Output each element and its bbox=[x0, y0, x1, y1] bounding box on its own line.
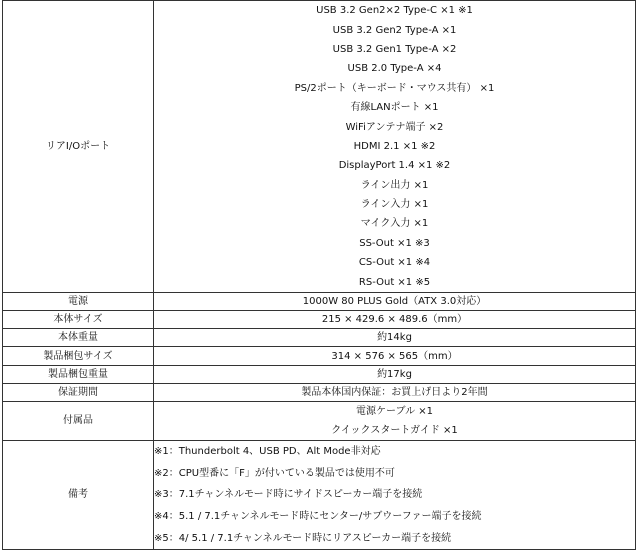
rear-io-item: PS/2ポート（キーボード・マウス共有） ×1 bbox=[294, 82, 495, 94]
body-size-value-text: 215 × 429.6 × 489.6（mm） bbox=[321, 314, 468, 326]
rear-io-item: HDMI 2.1 ×1 ※2 bbox=[353, 140, 436, 152]
rear-io-item: SS-Out ×1 ※3 bbox=[359, 237, 430, 249]
rear-io-item: USB 3.2 Gen2×2 Type-C ×1 ※1 bbox=[316, 5, 473, 17]
power-value-text: 1000W 80 PLUS Gold（ATX 3.0対応） bbox=[302, 295, 487, 307]
power-label bbox=[3, 292, 154, 310]
package-weight-value bbox=[154, 365, 636, 383]
package-size-label-text: 製品梱包サイズ bbox=[43, 350, 113, 362]
note-item: ※4：5.1 / 7.1チャンネルモード時にセンター/サブウーファー端子を接続 bbox=[154, 511, 482, 523]
body-size-value bbox=[154, 311, 636, 329]
warranty-label-text: 保証期間 bbox=[58, 386, 98, 398]
rear-io-item: USB 3.2 Gen2 Type-A ×1 bbox=[332, 24, 457, 36]
rear-io-item: USB 2.0 Type-A ×4 bbox=[347, 63, 442, 75]
notes-label: 備考 bbox=[3, 440, 154, 549]
warranty-row bbox=[3, 383, 636, 401]
package-size-value-text: 314 × 576 × 565（mm） bbox=[331, 350, 458, 362]
power-value bbox=[154, 292, 636, 310]
rear-io-item: WiFiアンテナ端子 ×2 bbox=[345, 121, 444, 133]
body-size-label-text: 本体サイズ bbox=[53, 314, 103, 326]
body-size-row bbox=[3, 311, 636, 329]
notes-row bbox=[3, 440, 636, 549]
warranty-label bbox=[3, 383, 154, 401]
note-item: ※5：4/ 5.1 / 7.1チャンネルモード時にリアスピーカー端子を接続 bbox=[154, 532, 452, 544]
body-weight-label bbox=[3, 329, 154, 347]
rear-io-values bbox=[154, 1, 636, 293]
package-size-row bbox=[3, 347, 636, 365]
rear-io-item: ライン出力 ×1 bbox=[360, 179, 429, 191]
package-weight-row bbox=[3, 365, 636, 383]
spec-table bbox=[2, 0, 636, 550]
rear-io-item: ライン入力 ×1 bbox=[360, 199, 429, 211]
rear-io-item: 有線LANポート ×1 bbox=[350, 102, 439, 114]
package-weight-value-text: 約17kg bbox=[377, 368, 412, 380]
note-item: ※2：CPU型番に「F」が付いている製品では使用不可 bbox=[154, 467, 395, 479]
package-weight-label-text: 製品梱包重量 bbox=[48, 368, 108, 380]
package-weight-label bbox=[3, 365, 154, 383]
notes-values bbox=[154, 440, 636, 549]
rear-io-row bbox=[3, 1, 636, 293]
rear-io-item: マイク入力 ×1 bbox=[360, 218, 429, 230]
body-weight-value-text: 約14kg bbox=[377, 332, 412, 344]
accessories-row bbox=[3, 401, 636, 440]
warranty-value bbox=[154, 383, 636, 401]
warranty-value-text: 製品本体国内保証：お買上げ日より2年間 bbox=[301, 386, 488, 398]
power-label-text: 電源 bbox=[68, 295, 88, 307]
rear-io-item: CS-Out ×1 ※4 bbox=[358, 257, 431, 269]
accessories-values bbox=[154, 401, 636, 440]
power-row bbox=[3, 292, 636, 310]
body-weight-row bbox=[3, 329, 636, 347]
package-size-value bbox=[154, 347, 636, 365]
body-size-label bbox=[3, 311, 154, 329]
rear-io-item: RS-Out ×1 ※5 bbox=[358, 276, 431, 288]
accessory-item: クイックスタートガイド ×1 bbox=[331, 424, 458, 436]
rear-io-item: USB 3.2 Gen1 Type-A ×2 bbox=[332, 43, 457, 55]
rear-io-label: リアI/Oポート bbox=[3, 1, 154, 293]
body-weight-label-text: 本体重量 bbox=[58, 332, 98, 344]
note-item: ※3：7.1チャンネルモード時にサイドスピーカー端子を接続 bbox=[154, 489, 423, 501]
body-weight-value bbox=[154, 329, 636, 347]
accessory-item: 電源ケーブル ×1 bbox=[355, 405, 434, 417]
rear-io-item: DisplayPort 1.4 ×1 ※2 bbox=[338, 160, 451, 172]
note-item: ※1：Thunderbolt 4、USB PD、Alt Mode非対応 bbox=[154, 446, 381, 458]
package-size-label bbox=[3, 347, 154, 365]
accessories-label: 付属品 bbox=[3, 401, 154, 440]
